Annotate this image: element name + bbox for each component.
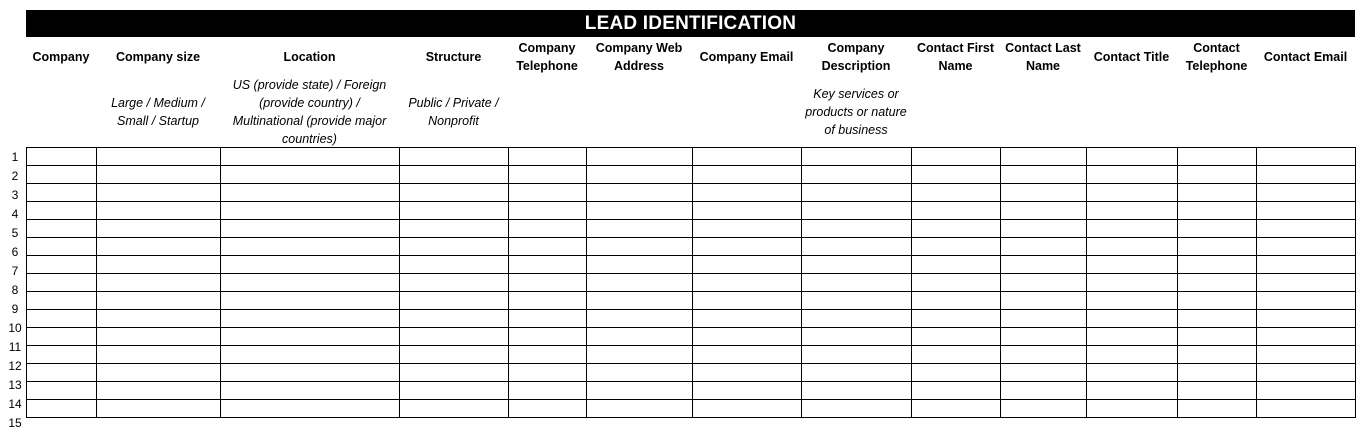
grid-cell-company-size[interactable]	[97, 274, 221, 292]
table-row	[27, 184, 1356, 202]
grid-cell-company-size[interactable]	[97, 292, 221, 310]
grid-cell-company-web-address[interactable]	[587, 202, 693, 220]
grid-cell-company-size[interactable]	[97, 364, 221, 382]
row-number: 11	[8, 339, 22, 354]
grid-cell-company-web-address[interactable]	[587, 220, 693, 238]
table-row	[27, 238, 1356, 256]
grid-cell-company[interactable]	[27, 382, 97, 400]
row-number: 13	[8, 377, 22, 392]
grid-cell-contact-last-name[interactable]	[1001, 310, 1087, 328]
grid-cell-company-web-address[interactable]	[587, 292, 693, 310]
grid-cell-location[interactable]	[221, 382, 400, 400]
grid-cell-location[interactable]	[221, 274, 400, 292]
grid-cell-contact-email[interactable]	[1257, 256, 1356, 274]
grid-cell-company-telephone[interactable]	[509, 256, 587, 274]
grid-cell-company-telephone[interactable]	[509, 274, 587, 292]
row-number: 12	[8, 358, 22, 373]
column-note-row	[26, 77, 1355, 147]
lead-entry-grid	[26, 147, 1356, 418]
grid-cell-structure[interactable]	[400, 256, 509, 274]
grid-cell-contact-telephone[interactable]	[1178, 220, 1257, 238]
grid-cell-company-email[interactable]	[693, 346, 802, 364]
grid-cell-contact-first-name[interactable]	[912, 184, 1001, 202]
grid-cell-company-email[interactable]	[693, 328, 802, 346]
column-header-company-size: Company size	[115, 50, 201, 64]
grid-cell-structure[interactable]	[400, 328, 509, 346]
grid-cell-company-telephone[interactable]	[509, 382, 587, 400]
grid-cell-contact-last-name[interactable]	[1001, 256, 1087, 274]
grid-cell-company-web-address[interactable]	[587, 274, 693, 292]
table-row	[27, 310, 1356, 328]
grid-cell-contact-email[interactable]	[1257, 148, 1356, 166]
table-row	[27, 274, 1356, 292]
table-row	[27, 328, 1356, 346]
grid-cell-company[interactable]	[27, 184, 97, 202]
grid-cell-company-telephone[interactable]	[509, 292, 587, 310]
grid-cell-company-web-address[interactable]	[587, 256, 693, 274]
grid-cell-company-size[interactable]	[97, 328, 221, 346]
grid-cell-contact-telephone[interactable]	[1178, 274, 1257, 292]
grid-cell-company-telephone[interactable]	[509, 166, 587, 184]
table-row	[27, 166, 1356, 184]
grid-cell-contact-telephone[interactable]	[1178, 166, 1257, 184]
grid-cell-company-description[interactable]	[802, 256, 912, 274]
grid-cell-contact-telephone[interactable]	[1178, 364, 1257, 382]
grid-cell-contact-telephone[interactable]	[1178, 292, 1257, 310]
grid-cell-company-email[interactable]	[693, 274, 802, 292]
table-row	[27, 364, 1356, 382]
grid-cell-structure[interactable]	[400, 184, 509, 202]
grid-cell-contact-title[interactable]	[1087, 202, 1178, 220]
grid-cell-location[interactable]	[221, 220, 400, 238]
grid-cell-contact-last-name[interactable]	[1001, 148, 1087, 166]
grid-cell-contact-title[interactable]	[1087, 220, 1178, 238]
grid-cell-company-telephone[interactable]	[509, 364, 587, 382]
grid-cell-company-email[interactable]	[693, 256, 802, 274]
grid-cell-contact-email[interactable]	[1257, 346, 1356, 364]
grid-cell-contact-title[interactable]	[1087, 310, 1178, 328]
grid-cell-company-telephone[interactable]	[509, 184, 587, 202]
grid-cell-contact-telephone[interactable]	[1178, 346, 1257, 364]
grid-cell-structure[interactable]	[400, 310, 509, 328]
grid-cell-company-web-address[interactable]	[587, 346, 693, 364]
grid-cell-contact-telephone[interactable]	[1178, 382, 1257, 400]
grid-cell-structure[interactable]	[400, 238, 509, 256]
grid-cell-company-web-address[interactable]	[587, 364, 693, 382]
grid-cell-contact-title[interactable]	[1087, 328, 1178, 346]
grid-cell-contact-first-name[interactable]	[912, 328, 1001, 346]
grid-cell-company-telephone[interactable]	[509, 148, 587, 166]
grid-cell-contact-title[interactable]	[1087, 166, 1178, 184]
grid-cell-contact-telephone[interactable]	[1178, 238, 1257, 256]
row-number-column	[0, 147, 26, 432]
column-header-contact-telephone: Contact Telephone	[1185, 41, 1248, 73]
row-number: 7	[11, 263, 19, 278]
grid-cell-contact-last-name[interactable]	[1001, 382, 1087, 400]
grid-cell-contact-email[interactable]	[1257, 364, 1356, 382]
grid-cell-contact-email[interactable]	[1257, 328, 1356, 346]
grid-cell-company[interactable]	[27, 166, 97, 184]
grid-cell-company-description[interactable]	[802, 202, 912, 220]
row-number: 10	[8, 320, 22, 335]
grid-cell-contact-first-name[interactable]	[912, 310, 1001, 328]
column-header-company-telephone: Company Telephone	[516, 41, 578, 73]
grid-cell-location[interactable]	[221, 364, 400, 382]
grid-cell-company[interactable]	[27, 274, 97, 292]
grid-cell-contact-title[interactable]	[1087, 148, 1178, 166]
grid-cell-contact-title[interactable]	[1087, 184, 1178, 202]
grid-cell-company[interactable]	[27, 202, 97, 220]
grid-cell-contact-first-name[interactable]	[912, 148, 1001, 166]
grid-cell-company-email[interactable]	[693, 400, 802, 418]
grid-cell-structure[interactable]	[400, 166, 509, 184]
grid-cell-structure[interactable]	[400, 346, 509, 364]
column-note-company-description: Key services or products or nature of business	[805, 87, 907, 137]
grid-cell-company-size[interactable]	[97, 400, 221, 418]
grid-cell-contact-title[interactable]	[1087, 292, 1178, 310]
grid-cell-contact-email[interactable]	[1257, 310, 1356, 328]
grid-cell-contact-last-name[interactable]	[1001, 400, 1087, 418]
grid-cell-company[interactable]	[27, 310, 97, 328]
grid-cell-company-web-address[interactable]	[587, 184, 693, 202]
grid-cell-company-description[interactable]	[802, 148, 912, 166]
grid-cell-company-telephone[interactable]	[509, 202, 587, 220]
grid-cell-location[interactable]	[221, 400, 400, 418]
grid-cell-contact-first-name[interactable]	[912, 382, 1001, 400]
column-header-company-description: Company Description	[821, 41, 891, 73]
grid-cell-structure[interactable]	[400, 292, 509, 310]
grid-cell-contact-telephone[interactable]	[1178, 184, 1257, 202]
grid-cell-contact-last-name[interactable]	[1001, 364, 1087, 382]
grid-cell-contact-email[interactable]	[1257, 274, 1356, 292]
grid-cell-contact-email[interactable]	[1257, 202, 1356, 220]
grid-cell-company-description[interactable]	[802, 292, 912, 310]
grid-cell-contact-email[interactable]	[1257, 238, 1356, 256]
row-number: 5	[11, 225, 19, 240]
grid-cell-company-size[interactable]	[97, 256, 221, 274]
grid-cell-company-telephone[interactable]	[509, 346, 587, 364]
grid-cell-location[interactable]	[221, 202, 400, 220]
grid-cell-contact-first-name[interactable]	[912, 166, 1001, 184]
grid-cell-contact-last-name[interactable]	[1001, 166, 1087, 184]
grid-cell-location[interactable]	[221, 148, 400, 166]
row-number: 6	[11, 244, 19, 259]
grid-cell-contact-last-name[interactable]	[1001, 184, 1087, 202]
sheet-title: LEAD IDENTIFICATION	[26, 10, 1355, 37]
grid-cell-company[interactable]	[27, 346, 97, 364]
column-header-structure: Structure	[425, 50, 482, 64]
grid-cell-company[interactable]	[27, 220, 97, 238]
grid-cell-company-email[interactable]	[693, 292, 802, 310]
grid-cell-company-email[interactable]	[693, 202, 802, 220]
grid-cell-contact-email[interactable]	[1257, 184, 1356, 202]
grid-cell-company-telephone[interactable]	[509, 220, 587, 238]
grid-cell-contact-last-name[interactable]	[1001, 346, 1087, 364]
grid-cell-company-size[interactable]	[97, 382, 221, 400]
grid-cell-company-web-address[interactable]	[587, 148, 693, 166]
column-note-contact-first-name	[911, 77, 1000, 147]
row-number: 8	[11, 282, 19, 297]
column-header-contact-last-name: Contact Last Name	[1005, 41, 1081, 73]
grid-cell-structure[interactable]	[400, 148, 509, 166]
grid-cell-company-description[interactable]	[802, 346, 912, 364]
grid-cell-company-size[interactable]	[97, 310, 221, 328]
column-header-contact-first-name: Contact First Name	[916, 41, 995, 73]
row-number: 4	[11, 206, 19, 221]
column-note-company-size: Large / Medium / Small / Startup	[111, 96, 205, 128]
grid-cell-contact-telephone[interactable]	[1178, 256, 1257, 274]
grid-cell-location[interactable]	[221, 238, 400, 256]
grid-cell-location[interactable]	[221, 328, 400, 346]
grid-cell-contact-telephone[interactable]	[1178, 310, 1257, 328]
grid-cell-contact-title[interactable]	[1087, 274, 1178, 292]
grid-cell-company-description[interactable]	[802, 310, 912, 328]
grid-cell-structure[interactable]	[400, 364, 509, 382]
column-header-company: Company	[32, 50, 90, 64]
grid-cell-company-size[interactable]	[97, 166, 221, 184]
grid-cell-company[interactable]	[27, 292, 97, 310]
grid-cell-company-size[interactable]	[97, 148, 221, 166]
grid-cell-location[interactable]	[221, 346, 400, 364]
grid-cell-company-web-address[interactable]	[587, 310, 693, 328]
grid-cell-company-telephone[interactable]	[509, 328, 587, 346]
column-note-contact-email	[1256, 77, 1355, 147]
grid-cell-contact-first-name[interactable]	[912, 292, 1001, 310]
grid-cell-location[interactable]	[221, 166, 400, 184]
grid-cell-company[interactable]	[27, 238, 97, 256]
grid-cell-company-size[interactable]	[97, 202, 221, 220]
column-note-contact-last-name	[1000, 77, 1086, 147]
grid-cell-contact-title[interactable]	[1087, 400, 1178, 418]
grid-cell-contact-last-name[interactable]	[1001, 328, 1087, 346]
grid-cell-company-description[interactable]	[802, 238, 912, 256]
grid-cell-contact-last-name[interactable]	[1001, 292, 1087, 310]
column-header-contact-email: Contact Email	[1263, 50, 1348, 64]
grid-cell-contact-title[interactable]	[1087, 364, 1178, 382]
table-row	[27, 256, 1356, 274]
column-header-company-web-address: Company Web Address	[595, 41, 683, 73]
table-row	[27, 400, 1356, 418]
table-row	[27, 148, 1356, 166]
grid-cell-structure[interactable]	[400, 202, 509, 220]
grid-cell-contact-first-name[interactable]	[912, 256, 1001, 274]
table-row	[27, 382, 1356, 400]
column-note-contact-title	[1086, 77, 1177, 147]
grid-cell-location[interactable]	[221, 310, 400, 328]
grid-cell-contact-first-name[interactable]	[912, 346, 1001, 364]
grid-cell-contact-first-name[interactable]	[912, 364, 1001, 382]
grid-cell-structure[interactable]	[400, 220, 509, 238]
grid-cell-company-description[interactable]	[802, 220, 912, 238]
grid-cell-company-web-address[interactable]	[587, 328, 693, 346]
grid-cell-contact-first-name[interactable]	[912, 400, 1001, 418]
grid-cell-contact-first-name[interactable]	[912, 202, 1001, 220]
row-number: 14	[8, 396, 22, 411]
grid-cell-company-description[interactable]	[802, 328, 912, 346]
grid-cell-company-description[interactable]	[802, 274, 912, 292]
grid-cell-company-description[interactable]	[802, 400, 912, 418]
grid-cell-contact-email[interactable]	[1257, 382, 1356, 400]
grid-cell-company-email[interactable]	[693, 310, 802, 328]
grid-cell-company-size[interactable]	[97, 184, 221, 202]
grid-cell-location[interactable]	[221, 184, 400, 202]
grid-cell-contact-telephone[interactable]	[1178, 202, 1257, 220]
row-number: 1	[11, 149, 19, 164]
grid-cell-contact-title[interactable]	[1087, 238, 1178, 256]
grid-cell-contact-title[interactable]	[1087, 256, 1178, 274]
table-row	[27, 346, 1356, 364]
grid-cell-company-size[interactable]	[97, 346, 221, 364]
column-header-location: Location	[283, 50, 336, 64]
row-number: 15	[8, 415, 22, 430]
column-note-structure: Public / Private / Nonprofit	[408, 96, 499, 128]
grid-cell-company-email[interactable]	[693, 148, 802, 166]
grid-cell-company-telephone[interactable]	[509, 310, 587, 328]
table-row	[27, 292, 1356, 310]
grid-cell-location[interactable]	[221, 292, 400, 310]
grid-cell-company-web-address[interactable]	[587, 166, 693, 184]
grid-cell-company-web-address[interactable]	[587, 382, 693, 400]
grid-cell-contact-telephone[interactable]	[1178, 148, 1257, 166]
grid-cell-contact-last-name[interactable]	[1001, 238, 1087, 256]
grid-cell-company-web-address[interactable]	[587, 238, 693, 256]
grid-cell-company[interactable]	[27, 148, 97, 166]
grid-cell-company-size[interactable]	[97, 238, 221, 256]
column-header-company-email: Company Email	[699, 50, 794, 64]
grid-cell-contact-email[interactable]	[1257, 220, 1356, 238]
table-row	[27, 202, 1356, 220]
row-number: 3	[11, 187, 19, 202]
grid-cell-company-email[interactable]	[693, 166, 802, 184]
grid-cell-structure[interactable]	[400, 400, 509, 418]
grid-cell-company-description[interactable]	[802, 382, 912, 400]
grid-cell-company-description[interactable]	[802, 364, 912, 382]
grid-cell-company-email[interactable]	[693, 184, 802, 202]
grid-cell-company[interactable]	[27, 256, 97, 274]
grid-cell-contact-last-name[interactable]	[1001, 202, 1087, 220]
column-note-location: US (provide state) / Foreign (provide country) / Multinational (provide major countries)	[232, 78, 387, 146]
column-note-company-email	[692, 77, 801, 147]
grid-cell-company[interactable]	[27, 328, 97, 346]
grid-cell-company-telephone[interactable]	[509, 238, 587, 256]
grid-cell-contact-email[interactable]	[1257, 400, 1356, 418]
grid-cell-contact-first-name[interactable]	[912, 274, 1001, 292]
grid-cell-contact-last-name[interactable]	[1001, 220, 1087, 238]
grid-cell-contact-telephone[interactable]	[1178, 400, 1257, 418]
grid-cell-contact-title[interactable]	[1087, 382, 1178, 400]
grid-cell-company-telephone[interactable]	[509, 400, 587, 418]
grid-cell-company-email[interactable]	[693, 382, 802, 400]
column-header-contact-title: Contact Title	[1093, 50, 1170, 64]
grid-cell-company[interactable]	[27, 400, 97, 418]
grid-cell-contact-title[interactable]	[1087, 346, 1178, 364]
grid-cell-structure[interactable]	[400, 274, 509, 292]
grid-cell-structure[interactable]	[400, 382, 509, 400]
column-header-row	[26, 37, 1355, 77]
grid-cell-contact-last-name[interactable]	[1001, 274, 1087, 292]
grid-cell-company-email[interactable]	[693, 220, 802, 238]
grid-cell-company-email[interactable]	[693, 238, 802, 256]
grid-cell-contact-first-name[interactable]	[912, 220, 1001, 238]
column-note-company-telephone	[508, 77, 586, 147]
column-note-company-web-address	[586, 77, 692, 147]
grid-cell-contact-email[interactable]	[1257, 166, 1356, 184]
grid-cell-location[interactable]	[221, 256, 400, 274]
grid-cell-company[interactable]	[27, 364, 97, 382]
row-number: 9	[11, 301, 19, 316]
column-note-company	[26, 77, 96, 147]
grid-cell-company-description[interactable]	[802, 184, 912, 202]
grid-cell-company-web-address[interactable]	[587, 400, 693, 418]
table-row	[27, 220, 1356, 238]
grid-cell-contact-email[interactable]	[1257, 292, 1356, 310]
grid-cell-contact-telephone[interactable]	[1178, 328, 1257, 346]
grid-cell-company-email[interactable]	[693, 364, 802, 382]
grid-cell-company-size[interactable]	[97, 220, 221, 238]
grid-cell-company-description[interactable]	[802, 166, 912, 184]
grid-cell-contact-first-name[interactable]	[912, 238, 1001, 256]
row-number: 2	[11, 168, 19, 183]
column-note-contact-telephone	[1177, 77, 1256, 147]
